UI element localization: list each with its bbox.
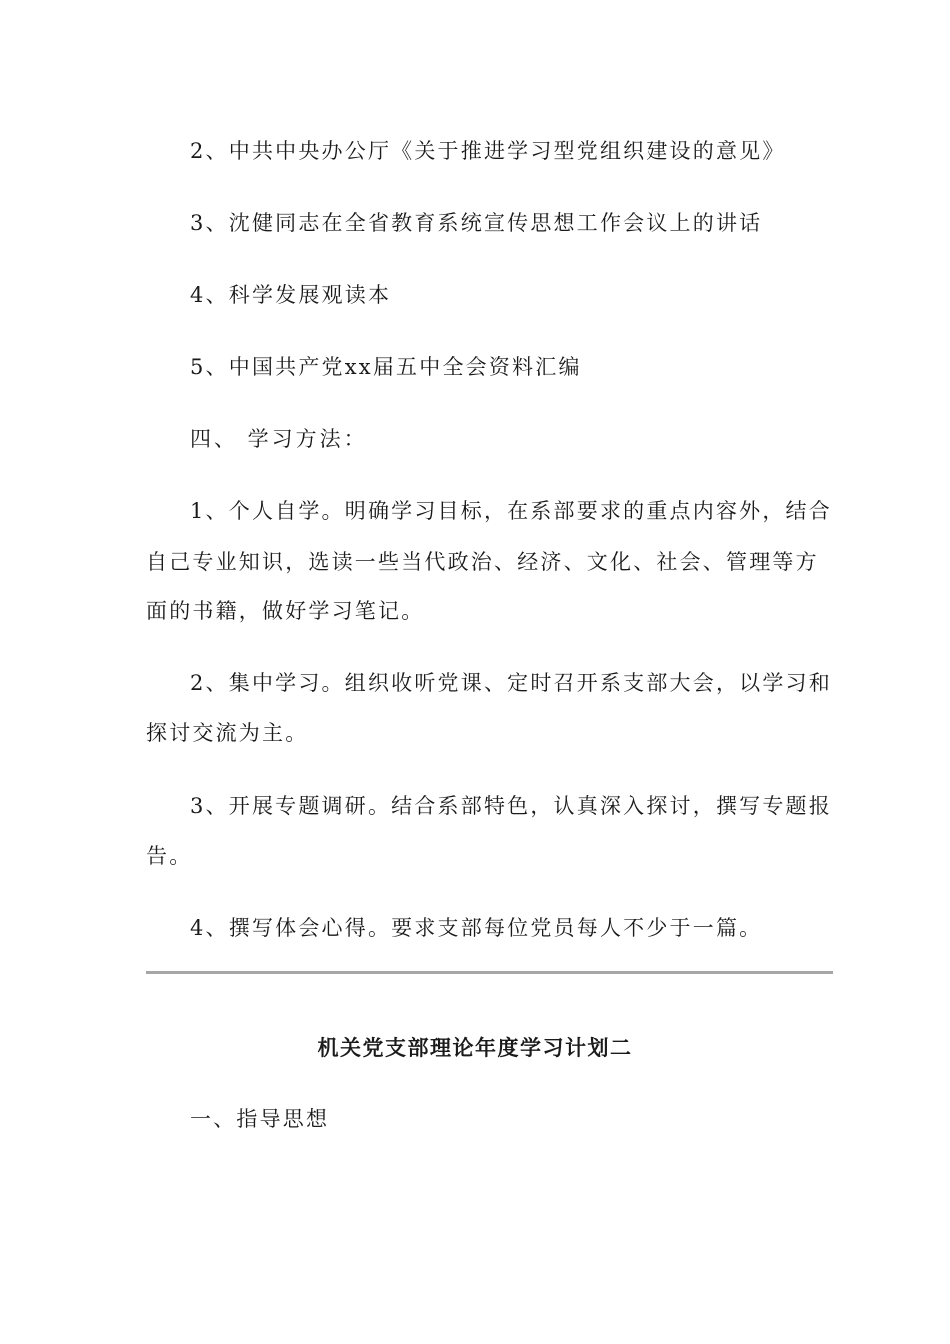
method-4-line-1: 4、撰写体会心得。要求支部每位党员每人不少于一篇。 (190, 916, 763, 940)
method-3-line-2: 告。 (146, 844, 193, 868)
plan-2-section-heading-guiding-ideology: 一、指导思想 (190, 1107, 330, 1131)
method-2-line-2: 探讨交流为主。 (146, 721, 309, 745)
method-1-line-1: 1、个人自学。明确学习目标，在系部要求的重点内容外，结合 (190, 499, 832, 523)
list-item-reading-2: 2、中共中央办公厅《关于推进学习型党组织建设的意见》 (190, 139, 786, 163)
section-heading-study-methods: 四、 学习方法： (190, 427, 368, 451)
section-divider (146, 971, 833, 974)
list-item-reading-3: 3、沈健同志在全省教育系统宣传思想工作会议上的讲话 (190, 211, 763, 235)
list-item-reading-5: 5、中国共产党xx届五中全会资料汇编 (190, 355, 582, 379)
method-3-line-1: 3、开展专题调研。结合系部特色，认真深入探讨，撰写专题报 (190, 794, 832, 818)
method-1-line-2: 自己专业知识，选读一些当代政治、经济、文化、社会、管理等方 (146, 550, 819, 574)
plan-2-title: 机关党支部理论年度学习计划二 (317, 1035, 633, 1060)
list-item-reading-4: 4、科学发展观读本 (190, 283, 392, 307)
method-2-line-1: 2、集中学习。组织收听党课、定时召开系支部大会，以学习和 (190, 671, 832, 695)
method-1-line-3: 面的书籍，做好学习笔记。 (146, 599, 425, 623)
